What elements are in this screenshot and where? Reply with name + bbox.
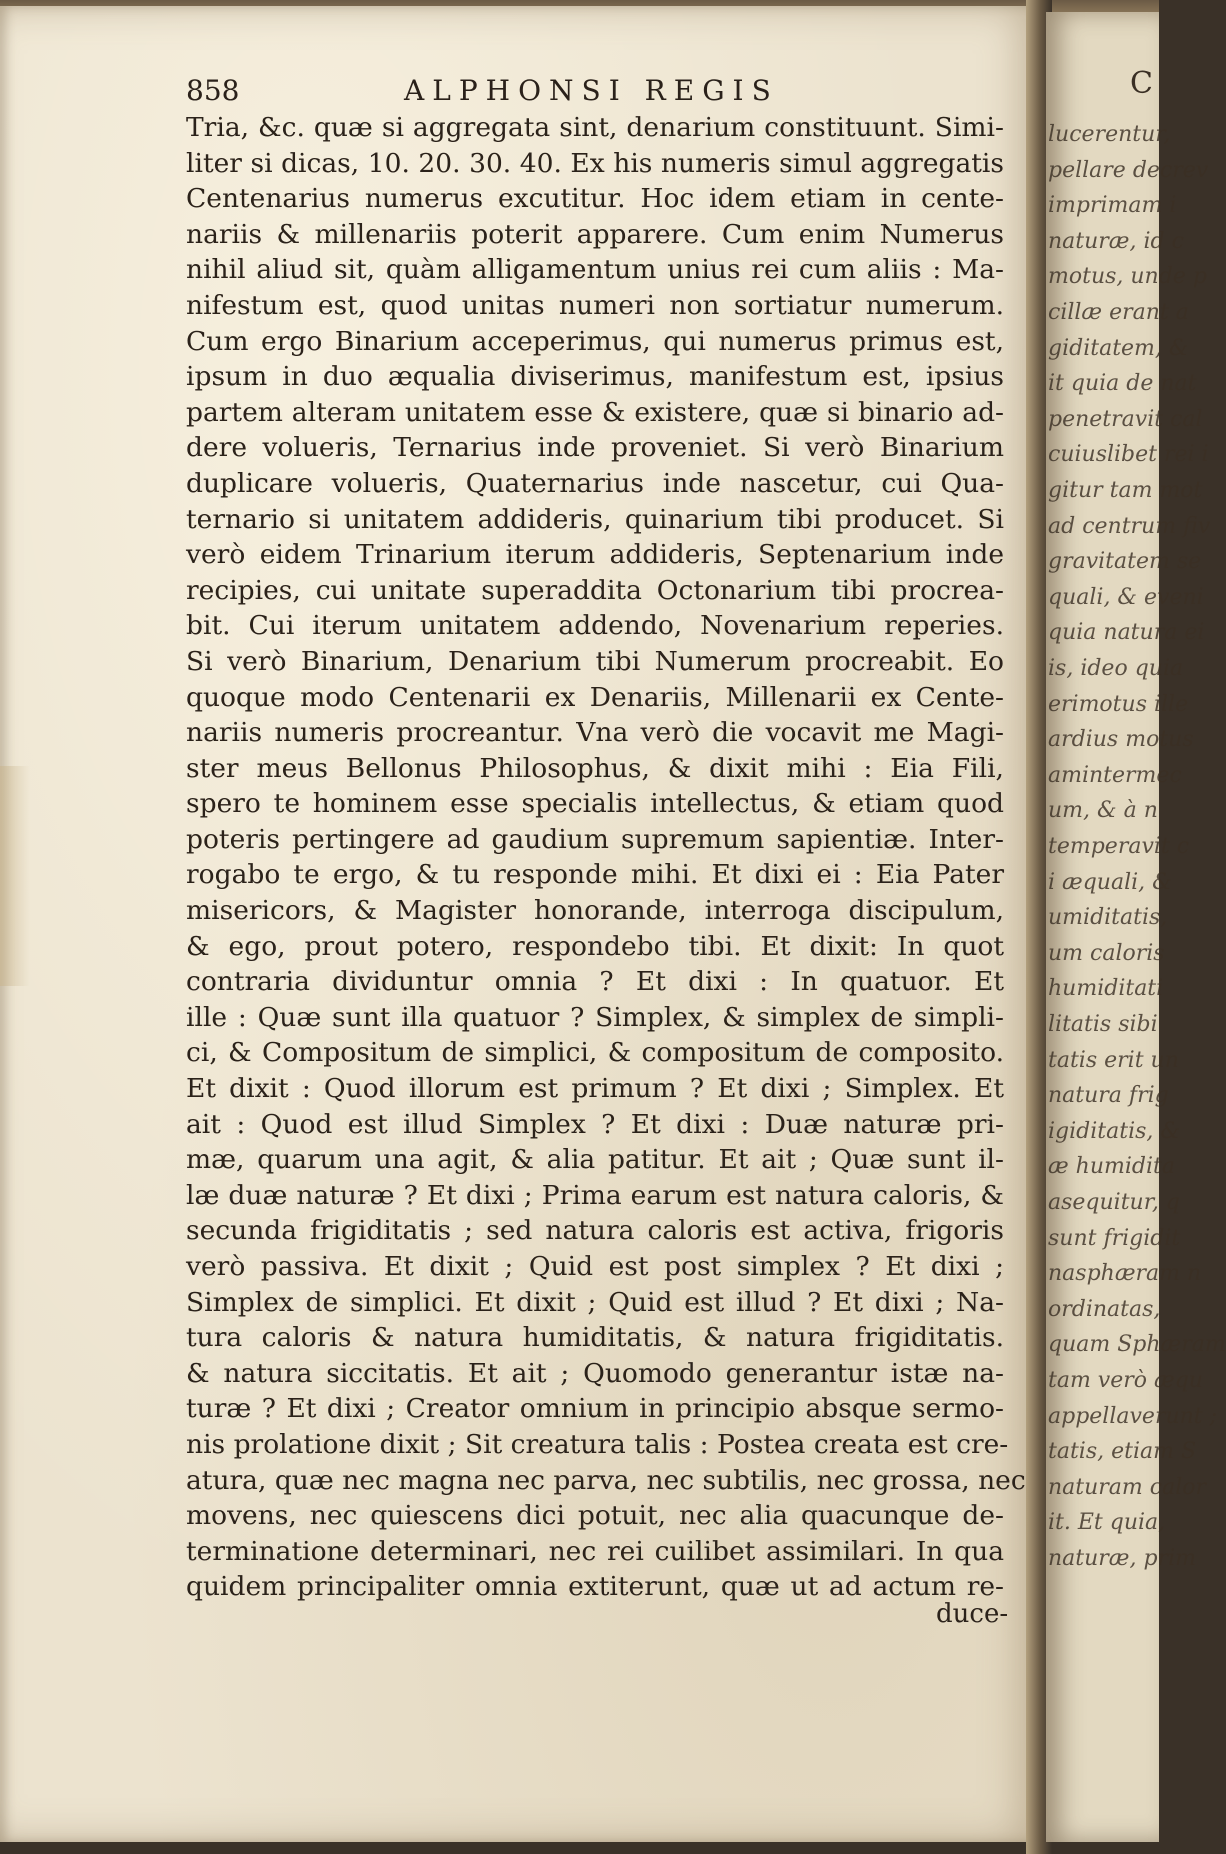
facing-page-line-fragment: it. Et quia,: [1048, 1510, 1166, 1536]
facing-page-line-fragment: erimotus ille: [1048, 691, 1189, 717]
facing-page-line-fragment: quam Sphæram: [1048, 1332, 1226, 1358]
text-line: nariis & millenariis poterit apparere. Cum enim Numerus: [186, 218, 1004, 250]
facing-page-line-fragment: ordinatas,: [1048, 1296, 1161, 1322]
text-line: nis prolatione dixit ; Sit creatura talis : Postea creata est cre-: [186, 1428, 1009, 1460]
facing-page-line-fragment: cillæ erant a: [1048, 300, 1189, 325]
text-line: recipies, cui unitate superaddita Octonarium tibi procrea-: [186, 574, 1004, 606]
facing-page-line-fragment: amintermec: [1048, 762, 1182, 788]
text-line: spero te hominem esse specialis intellectus, & etiam quod: [186, 788, 1004, 820]
facing-page-line-fragment: humiditati: [1048, 976, 1164, 1002]
text-line: verò eidem Trinarium iterum addideris, Septenarium inde: [186, 539, 1004, 571]
text-line: Et dixit : Quod illorum est primum ? Et dixi ; Simplex. Et: [186, 1073, 1004, 1105]
text-line: & natura siccitatis. Et ait ; Quomodo generantur istæ na-: [186, 1357, 1004, 1389]
catchword: duce-: [936, 1599, 1009, 1629]
text-line: movens, nec quiescens dici potuit, nec alia quacunque de-: [186, 1500, 1004, 1532]
body-text: [186, 110, 1026, 1605]
facing-page-line-fragment: penetravit cal: [1048, 406, 1203, 432]
facing-page-line-fragment: asequitur, q: [1048, 1190, 1180, 1215]
facing-page-edge: [1046, 12, 1226, 1842]
facing-page-line-fragment: natura frig: [1048, 1083, 1169, 1109]
facing-page-line-fragment: i æquali, &: [1048, 869, 1172, 895]
text-line: duplicare volueris, Quaternarius inde nascetur, cui Qua-: [186, 467, 1004, 499]
facing-page-line-fragment: lucerentur,: [1048, 122, 1171, 147]
facing-page-line-fragment: æ humidita: [1048, 1154, 1175, 1180]
facing-page-line-fragment: giditatem, &: [1048, 335, 1189, 361]
page-number: 858: [186, 74, 240, 107]
text-line: Si verò Binarium, Denarium tibi Numerum procreabit. Eo: [186, 645, 1004, 677]
text-line: ait : Quod est illud Simplex ? Et dixi : Duæ naturæ pri-: [186, 1108, 1004, 1140]
text-line: nariis numeris procreantur. Vna verò die vocavit me Magi-: [186, 717, 1004, 749]
facing-page-line-fragment: nasphæram n: [1048, 1261, 1202, 1287]
left-page: [0, 6, 1040, 1842]
facing-page-line-fragment: it quia de nat: [1048, 371, 1197, 397]
facing-page-line-fragment: ad centrum fiv: [1048, 513, 1211, 539]
facing-page-line-fragment: cuiuslibet rei i: [1048, 442, 1209, 468]
text-line: ci, & Compositum de simplici, & compositum de composito.: [186, 1037, 1004, 1069]
facing-page-line-fragment: imprimam i: [1048, 193, 1177, 219]
facing-page-line-fragment: umiditatis,: [1048, 905, 1168, 931]
text-line: poteris pertingere ad gaudium supremum sapientiæ. Inter-: [186, 823, 1004, 855]
text-line: contraria dividuntur omnia ? Et dixi : In quatuor. Et: [186, 966, 1004, 998]
text-line: tura caloris & natura humiditatis, & natura frigiditatis.: [186, 1322, 1004, 1354]
facing-page-line-fragment: appellaverunt ;: [1048, 1403, 1218, 1429]
text-line: liter si dicas, 10. 20. 30. 40. Ex his numeris simul aggregatis: [186, 147, 1004, 179]
text-line: Centenarius numerus excutitur. Hoc idem etiam in cente-: [186, 183, 1004, 215]
text-line: nihil aliud sit, quàm alligamentum unius rei cum aliis : Ma-: [186, 254, 1004, 286]
text-line: ipsum in duo æqualia diviserimus, manifestum est, ipsius: [186, 361, 1004, 393]
facing-page-line-fragment: um, & à n: [1048, 798, 1158, 824]
facing-page-line-fragment: temperavit c: [1048, 834, 1190, 859]
text-line: Simplex de simplici. Et dixit ; Quid est illud ? Et dixi ; Na-: [186, 1286, 1004, 1318]
text-line: ster meus Bellonus Philosophus, & dixit mihi : Eia Fili,: [186, 752, 1004, 784]
text-line: nifestum est, quod unitas numeri non sortiatur numerum.: [186, 289, 1004, 321]
text-line: ille : Quæ sunt illa quatuor ? Simplex, & simplex de simpli-: [186, 1001, 1004, 1033]
text-line: Tria, &c. quæ si aggregata sint, denarium constituunt. Simi-: [186, 112, 1004, 143]
page-header: [186, 74, 1016, 114]
text-line: turæ ? Et dixi ; Creator omnium in principio absque sermo-: [186, 1393, 1004, 1425]
facing-page-line-fragment: igiditatis, &: [1048, 1118, 1180, 1144]
facing-page-line-fragment: tatis, etiam S: [1048, 1439, 1197, 1465]
facing-page-line-fragment: naturæ, prim: [1048, 1546, 1196, 1571]
facing-page-line-fragment: tatis erit un: [1048, 1047, 1179, 1073]
facing-page-line-fragment: gravitatem se: [1048, 549, 1202, 575]
facing-page-line-fragment: naturam calor: [1048, 1474, 1207, 1500]
text-line: terminatione determinari, nec rei cuilibet assimilari. In qua: [186, 1535, 1004, 1567]
facing-page-line-fragment: tam verò æqu: [1048, 1368, 1203, 1393]
text-line: mæ, quarum una agit, & alia patitur. Et ait ; Quæ sunt il-: [186, 1144, 1004, 1176]
facing-page-line-fragment: sunt frigidit: [1048, 1225, 1181, 1251]
text-line: dere volueris, Ternarius inde proveniet. Si verò Binarium: [186, 432, 1004, 464]
text-line: verò passiva. Et dixit ; Quid est post simplex ? Et dixi ;: [186, 1251, 1004, 1282]
text-line: ternario si unitatem addideris, quinarium tibi producet. Si: [186, 503, 1004, 535]
facing-page-line-fragment: quali, & eveni: [1048, 584, 1204, 610]
text-line: rogabo te ergo, & tu responde mihi. Et dixi ei : Eia Pater: [186, 859, 1004, 891]
facing-page-line-fragment: is, ideo quia: [1048, 656, 1184, 681]
facing-page-line-fragment: litatis sibi: [1048, 1012, 1158, 1037]
facing-page-line-fragment: quia natura ei: [1048, 620, 1205, 646]
facing-page-line-fragment: motus, unde p: [1048, 264, 1207, 290]
facing-page-line-fragment: um caloris: [1048, 940, 1165, 966]
text-line: læ duæ naturæ ? Et dixi ; Prima earum est natura caloris, &: [186, 1179, 1004, 1211]
facing-page-line-fragment: naturæ, id c: [1048, 228, 1184, 254]
facing-page-line-fragment: gitur tam mot: [1048, 478, 1203, 503]
facing-page-line-fragment: pellare decrev: [1048, 157, 1209, 183]
text-line: Cum ergo Binarium acceperimus, qui numerus primus est,: [186, 325, 1004, 357]
text-line: partem alteram unitatem esse & existere, quæ si binario ad-: [186, 396, 1004, 428]
text-line: & ego, prout potero, respondebo tibi. Et dixit: In quot: [186, 930, 1004, 962]
facing-page-line-fragment: ardius motus: [1048, 727, 1194, 753]
text-line: quoque modo Centenarii ex Denariis, Millenarii ex Cente-: [186, 681, 1004, 713]
running-head: ALPHONSI REGIS: [404, 74, 779, 107]
text-line: secunda frigiditatis ; sed natura caloris est activa, frigoris: [186, 1215, 1004, 1247]
text-line: bit. Cui iterum unitatem addendo, Novenarium reperies.: [186, 610, 1004, 642]
text-line: atura, quæ nec magna nec parva, nec subtilis, nec grossa, nec: [186, 1464, 1026, 1496]
paper-stain: [0, 766, 30, 986]
facing-page-corner-letter: C: [1130, 66, 1153, 101]
text-line: quidem principaliter omnia extiterunt, quæ ut ad actum re-: [186, 1571, 1004, 1603]
text-line: misericors, & Magister honorande, interroga discipulum,: [186, 895, 1004, 927]
